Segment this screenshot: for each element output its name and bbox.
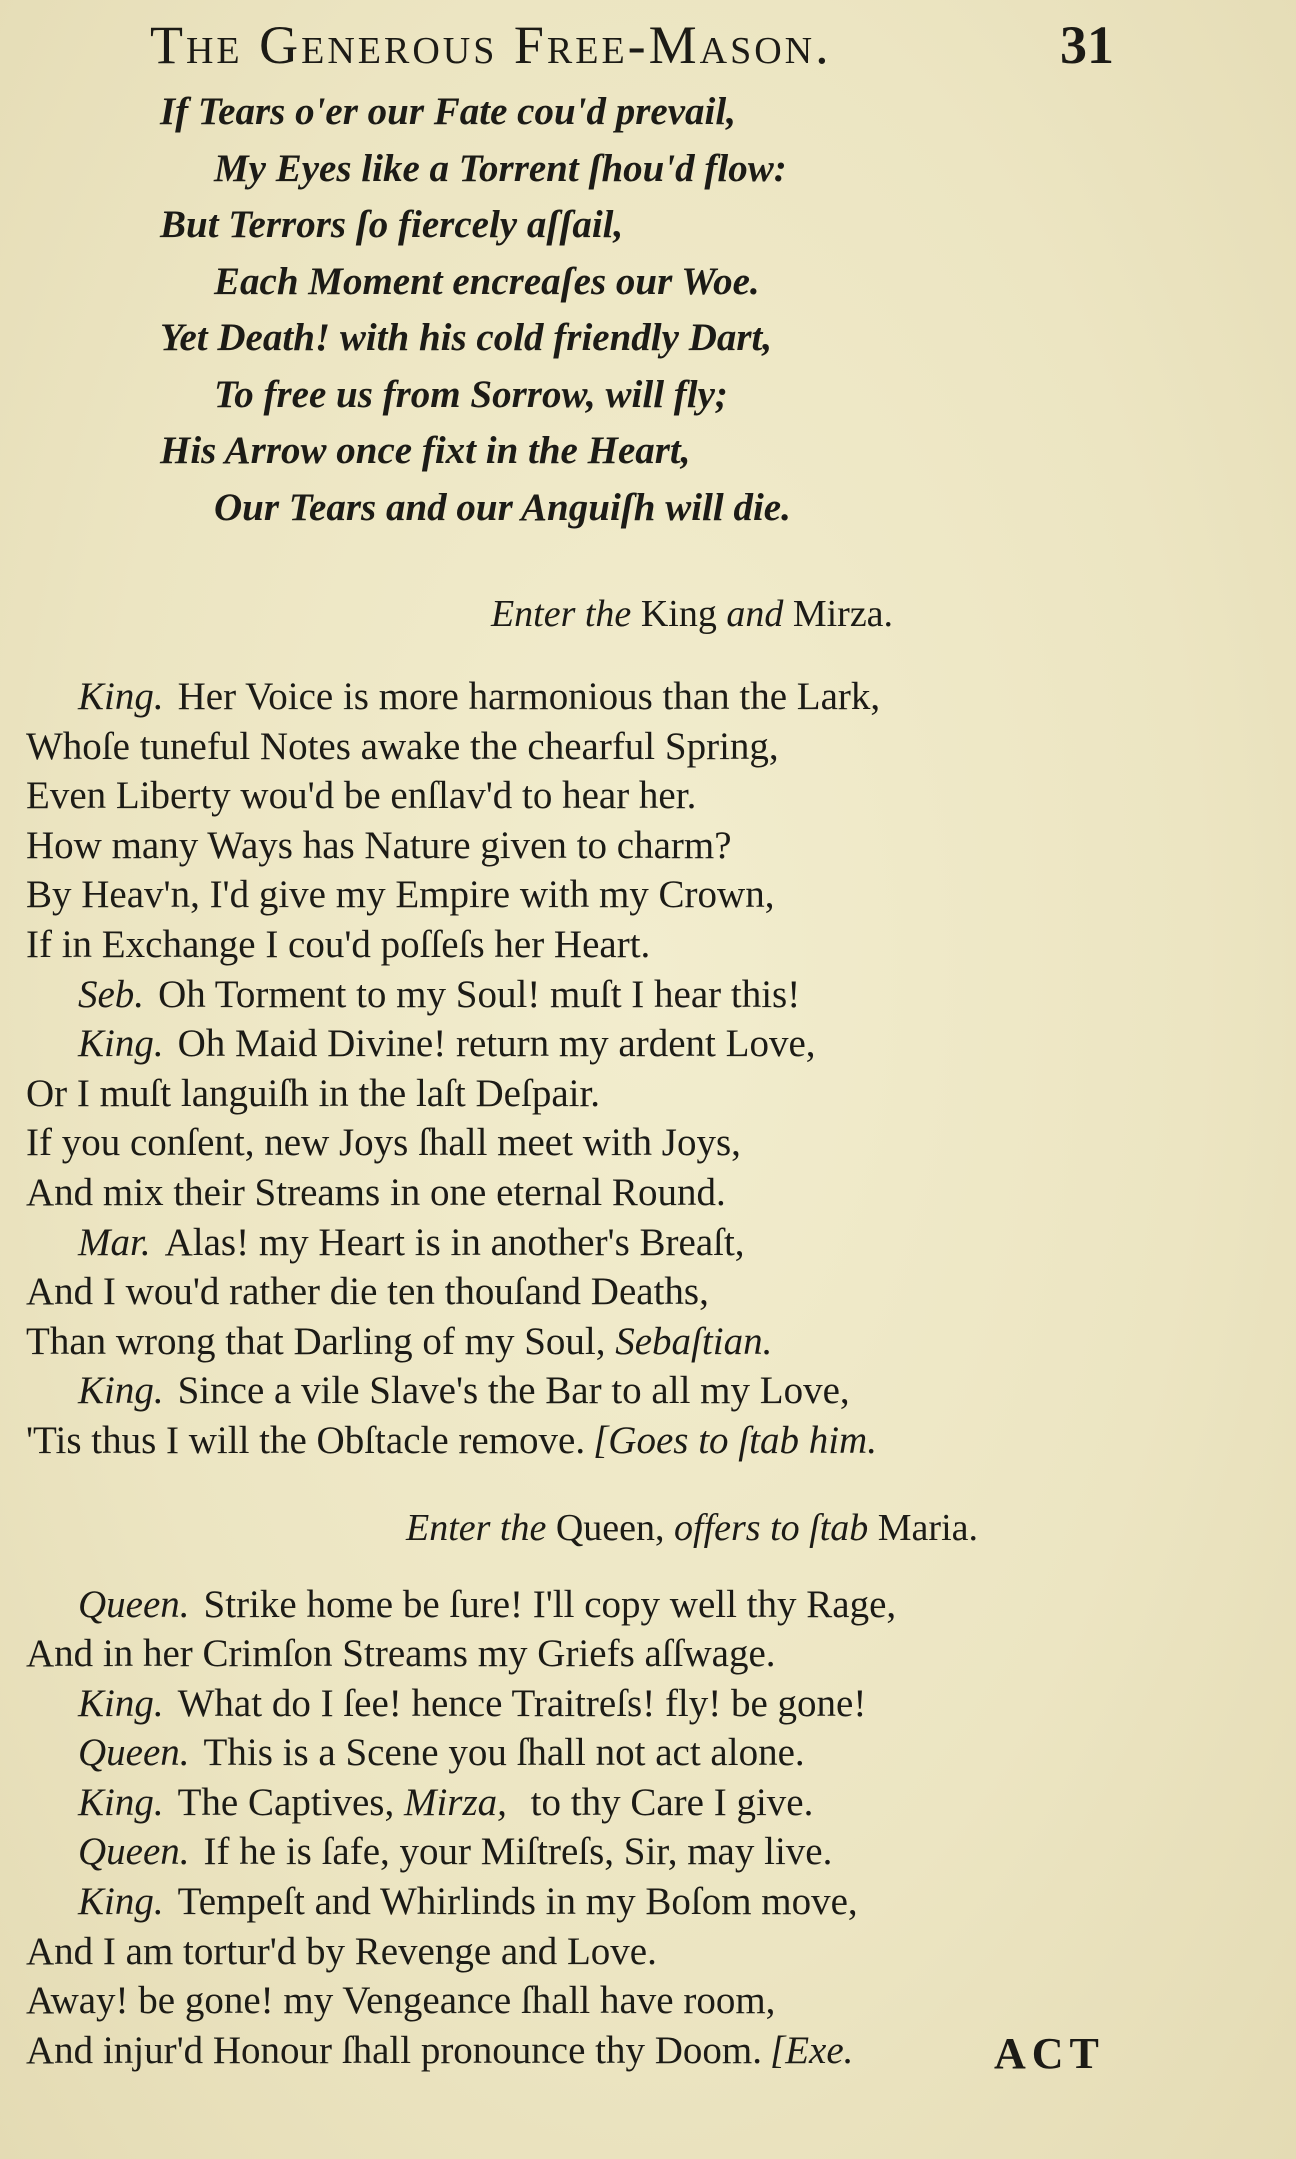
stage-character-name: Mirza. [792, 593, 894, 635]
catchword: ACT [994, 2029, 1105, 2078]
dialogue-line [26, 1416, 1262, 1466]
stage-direction-enter-king [122, 584, 1262, 644]
line-text: Away! be gone! my Vengeance ſhall have room, [26, 1979, 776, 2023]
speaker-name: King. [78, 1780, 164, 1824]
text-block [22, 14, 1262, 2075]
dialogue-line [26, 1317, 1262, 1367]
line-text-rest: to thy Care I give. [520, 1780, 814, 1824]
song-line: If Tears o'er our Fate cou'd prevail, [160, 90, 736, 133]
line-text: How many Ways has Nature given to charm? [26, 823, 732, 867]
dialogue-line [26, 1877, 1262, 1927]
song-line: Our Tears and our Anguiſh will die. [214, 485, 791, 529]
dialogue-line [26, 1778, 1262, 1828]
line-text: If he is ſafe, your Miſtreſs, Sir, may live. [203, 1830, 833, 1874]
dialogue-line [26, 1629, 1262, 1679]
line-text: Even Liberty wou'd be enſlav'd to hear her. [26, 774, 697, 818]
page-number: 31 [1060, 15, 1114, 75]
dialogue-line [26, 1827, 1262, 1877]
dialogue-line [26, 920, 1262, 970]
stage-character-name: King [640, 593, 717, 635]
dialogue-line [26, 1267, 1262, 1317]
speaker-name: King. [78, 1681, 164, 1725]
dialogue-line [26, 672, 1262, 722]
line-text: Tempeſt and Whirlinds in my Boſom move, [177, 1880, 858, 1924]
speaker-name: Queen. [78, 1731, 190, 1775]
line-text: And injur'd Honour ſhall pronounce thy Doom. [26, 2028, 763, 2072]
speaker-name: Queen. [78, 1830, 190, 1874]
speaker-name: King. [78, 1369, 164, 1413]
song-line: His Arrow once fixt in the Heart, [160, 429, 691, 472]
dialogue-line [26, 970, 1262, 1020]
speaker-name: Queen. [78, 1582, 190, 1626]
stage-character-name: Queen, [555, 1506, 665, 1549]
dialogue-line [26, 1679, 1262, 1729]
inline-stage-direction: [Exe. [770, 2028, 854, 2072]
dialogue-line [26, 1019, 1262, 1069]
speaker-name: Mar. [78, 1220, 151, 1264]
speaker-name: King. [78, 1880, 164, 1924]
line-text: What do I ſee! hence Traitreſs! fly! be gone! [177, 1681, 867, 1725]
dialogue-line [26, 771, 1262, 821]
dialogue-line [26, 870, 1262, 920]
line-text: Strike home be ſure! I'll copy well thy Rage, [203, 1582, 897, 1626]
dialogue-line [26, 1976, 1262, 2026]
line-text: Or I muſt languiſh in the laſt Deſpair. [26, 1071, 601, 1115]
song-line: Yet Death! with his cold friendly Dart, [160, 316, 773, 359]
song-line: My Eyes like a Torrent ſhou'd flow: [214, 146, 787, 190]
line-text: If in Exchange I cou'd poſſeſs her Heart. [26, 922, 651, 966]
line-text: Alas! my Heart is in another's Breaſt, [164, 1220, 745, 1264]
line-text: If you conſent, new Joys ſhall meet with Joys, [26, 1121, 741, 1165]
speaker-name: King. [78, 1022, 164, 1066]
line-text: Oh Maid Divine! return my ardent Love, [177, 1022, 816, 1066]
line-text: Oh Torment to my Soul! muſt I hear this! [158, 972, 801, 1016]
stage-character-name: Maria. [877, 1506, 978, 1549]
song-line: To free us from Sorrow, will fly; [214, 372, 728, 416]
dialogue-line [26, 722, 1262, 772]
speaker-name: Seb. [78, 972, 145, 1016]
line-text: And I am tortur'd by Revenge and Love. [26, 1929, 657, 1973]
line-text: Than wrong that Darling of my Soul, [26, 1319, 606, 1363]
song-line: Each Moment encreaſes our Woe. [214, 259, 760, 303]
stage-enter-word: Enter the [405, 1506, 547, 1549]
stage-direction-enter-queen [122, 1498, 1262, 1558]
dialogue-line [26, 1580, 1262, 1630]
line-text: Her Voice is more harmonious than the Lark, [177, 675, 881, 718]
dialogue-line [26, 1366, 1262, 1416]
running-head [22, 14, 1262, 76]
dialogue-line [26, 1927, 1262, 1977]
song-line: But Terrors ſo fiercely aſſail, [160, 203, 624, 246]
line-text: And mix their Streams in one eternal Round. [26, 1170, 726, 1214]
stage-conjunction: and [726, 593, 784, 635]
stage-action: offers to ſtab [674, 1506, 869, 1549]
dialogue-line [26, 1218, 1262, 1268]
song-verse [160, 84, 1262, 536]
stage-enter-word: Enter the [490, 593, 632, 635]
line-text: Whoſe tuneful Notes awake the chearful Spring, [26, 724, 779, 768]
dialogue-block [26, 672, 1262, 1466]
dialogue-line [26, 1728, 1262, 1778]
italic-name: Sebaſtian. [615, 1319, 773, 1363]
dialogue-block [26, 1580, 1262, 2076]
speaker-name: King. [78, 675, 164, 718]
dialogue-line [26, 821, 1262, 871]
line-text: Since a vile Slave's the Bar to all my Love, [177, 1369, 850, 1413]
line-text: And I wou'd rather die ten thouſand Deaths, [26, 1270, 709, 1314]
line-text: The Captives, [177, 1780, 395, 1824]
line-text: By Heav'n, I'd give my Empire with my Crown, [26, 873, 775, 917]
italic-name: Mirza, [403, 1780, 507, 1824]
line-text: This is a Scene you ſhall not act alone. [203, 1731, 805, 1775]
inline-stage-direction: [Goes to ſtab him. [593, 1418, 877, 1462]
dialogue-line [26, 1168, 1262, 1218]
running-title: The Generous Free-Mason. [150, 15, 832, 75]
dialogue-line [26, 1069, 1262, 1119]
line-text: And in her Crimſon Streams my Griefs aſſwage. [26, 1632, 776, 1676]
dialogue-line [26, 1118, 1262, 1168]
line-text: 'Tis thus I will the Obſtacle remove. [26, 1418, 586, 1462]
